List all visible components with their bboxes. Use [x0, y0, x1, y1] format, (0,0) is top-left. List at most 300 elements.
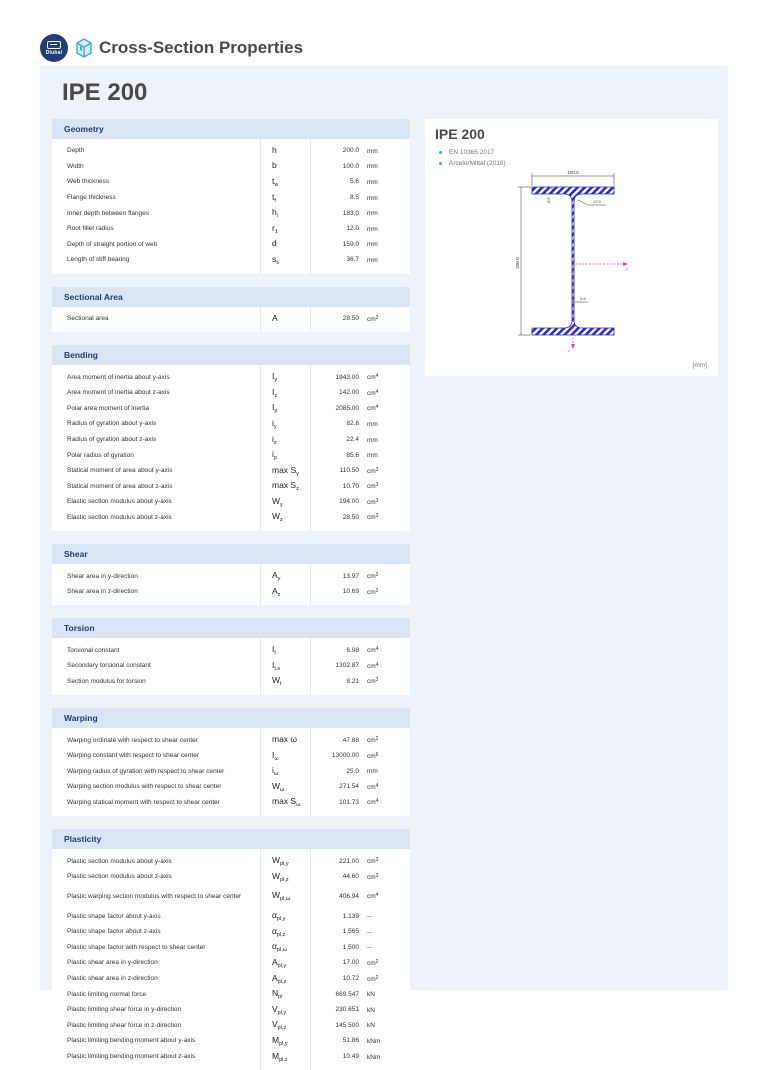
property-symbol [260, 434, 310, 446]
property-symbol [260, 957, 310, 969]
property-unit [359, 892, 409, 900]
symbol-main: I [272, 386, 275, 397]
symbol-main: t [272, 191, 275, 202]
property-unit [359, 873, 409, 881]
symbol-main: h [272, 207, 277, 218]
unit-main: cm [367, 678, 376, 686]
table-row [52, 447, 410, 463]
property-unit [359, 677, 409, 685]
table-row [52, 674, 410, 690]
table-row [52, 237, 410, 253]
table-row [52, 1002, 410, 1018]
property-symbol [260, 941, 310, 953]
property-symbol [260, 586, 310, 598]
property-value: 159.0 [342, 240, 359, 248]
unit-main: cm [367, 662, 376, 670]
property-symbol [260, 973, 310, 985]
property-unit [359, 420, 409, 428]
unit-exponent: 2 [375, 736, 379, 743]
property-value: 5.6 [349, 178, 359, 186]
unit-main: mm [367, 163, 378, 171]
unit-main: cm [367, 573, 376, 581]
section-rows [52, 638, 410, 695]
section-header: Sectional Area [52, 287, 410, 307]
table-row [52, 853, 410, 869]
property-value: 51.86 [342, 1037, 359, 1045]
section-gap [52, 332, 410, 345]
property-unit [359, 975, 409, 983]
table-row [52, 174, 410, 190]
section-header: Bending [52, 345, 410, 365]
property-description: Radius of gyration about z-axis [67, 436, 157, 444]
property-description: Polar radius of gyration [67, 451, 134, 459]
property-symbol [260, 660, 310, 672]
unit-main: mm [367, 178, 378, 186]
property-unit [359, 498, 409, 506]
property-value: 100.0 [342, 162, 359, 170]
property-value: 1.139 [342, 912, 359, 920]
symbol-main: A [272, 312, 278, 323]
symbol-subscript: w [274, 181, 279, 188]
property-description: Width [67, 162, 84, 170]
table-row [52, 510, 410, 526]
section-header: Plasticity [52, 829, 410, 849]
property-description: Depth of straight portion of web [67, 240, 158, 248]
unit-main: cm [367, 737, 376, 745]
property-value: 10.69 [342, 588, 359, 596]
symbol-subscript: p [273, 455, 277, 462]
symbol-main: A [272, 956, 278, 967]
property-description: Flange thickness [67, 194, 116, 202]
unit-main: -- [367, 928, 372, 936]
property-unit [359, 752, 409, 760]
logo-mark-icon [47, 41, 61, 49]
property-symbol [260, 1035, 310, 1047]
table-row [52, 369, 410, 385]
property-description: Warping section modulus with respect to shear center [67, 783, 222, 791]
section-gap [52, 531, 410, 544]
property-description: Polar area moment of inertia [67, 404, 150, 412]
symbol-main: i [272, 449, 274, 460]
symbol-main: h [272, 144, 277, 155]
table-row [52, 908, 410, 924]
property-value: 200.0 [342, 147, 359, 155]
symbol-main: I [272, 749, 275, 760]
property-symbol [260, 644, 310, 656]
cross-section-box-icon [74, 37, 94, 59]
table-row [52, 1018, 410, 1034]
property-unit [359, 147, 409, 155]
table-row [52, 869, 410, 885]
cross-section-drawing [425, 119, 718, 376]
property-symbol [260, 387, 310, 399]
property-symbol [260, 496, 310, 508]
property-unit [359, 572, 409, 580]
unit-exponent: 4 [375, 661, 379, 668]
symbol-subscript: pl [278, 994, 283, 1001]
property-value: 25.0 [346, 767, 359, 775]
property-symbol [260, 418, 310, 430]
unit-main: -- [367, 913, 372, 921]
unit-main: cm [367, 405, 376, 413]
symbol-subscript: z [277, 591, 281, 598]
property-symbol [260, 465, 310, 477]
symbol-subscript: ω [273, 771, 279, 778]
unit-main: cm [367, 498, 376, 506]
unit-main: mm [367, 452, 378, 460]
unit-exponent: 3 [375, 513, 379, 520]
property-symbol [260, 402, 310, 414]
property-value: 221.00 [339, 857, 359, 865]
symbol-subscript: z [274, 392, 278, 399]
property-value: 28.50 [342, 513, 359, 521]
property-value: 1.565 [342, 928, 359, 936]
section-rows [52, 307, 410, 333]
unit-exponent: 2 [375, 974, 379, 981]
unit-main: cm [367, 588, 376, 596]
property-unit [359, 959, 409, 967]
app-title: Cross-Section Properties [99, 38, 304, 57]
property-unit [359, 178, 409, 186]
symbol-main: I [272, 371, 275, 382]
symbol-subscript: f [274, 197, 276, 204]
property-symbol [260, 1004, 310, 1016]
symbol-subscript: ω [296, 802, 301, 809]
page-header [40, 32, 303, 64]
property-value: 85.6 [346, 451, 359, 459]
unit-main: cm [367, 514, 376, 522]
property-description: Elastic section modulus about y-axis [67, 498, 172, 506]
table-row [52, 732, 410, 748]
unit-main: mm [367, 256, 378, 264]
property-unit [359, 194, 409, 202]
property-unit [359, 798, 409, 806]
property-symbol [260, 192, 310, 204]
symbol-main: W [272, 890, 281, 901]
property-description: Sectional area [67, 315, 109, 323]
unit-main: cm [367, 315, 376, 323]
property-symbol [260, 750, 310, 762]
property-description: Plastic section modulus about z-axis [67, 873, 172, 881]
symbol-subscript: pl,y [277, 1009, 287, 1016]
property-symbol [260, 223, 310, 235]
symbol-subscript: 1 [274, 228, 278, 235]
property-unit [359, 240, 409, 248]
symbol-subscript: pl,y [280, 861, 289, 868]
symbol-subscript: s [276, 259, 279, 266]
symbol-main: W [272, 870, 281, 881]
symbol-subscript: pl,y [279, 1040, 288, 1047]
property-description: Area moment of inertia about z-axis [67, 389, 170, 397]
symbol-subscript: ω [280, 786, 285, 793]
section-rows [52, 849, 410, 1070]
symbol-subscript: pl,z [279, 1056, 288, 1063]
table-row [52, 884, 410, 908]
property-description: Plastic shear area in z-direction [67, 975, 158, 983]
table-row [52, 1033, 410, 1049]
property-unit [359, 912, 409, 920]
unit-exponent: 4 [375, 892, 379, 899]
unit-main: cm [367, 752, 376, 760]
table-row [52, 584, 410, 600]
property-symbol [260, 238, 310, 250]
property-description: Plastic section modulus about y-axis [67, 857, 172, 865]
property-value: 82.6 [346, 420, 359, 428]
section-gap [52, 605, 410, 618]
symbol-main: t [272, 175, 275, 186]
property-description: Plastic limiting shear force in z-direction [67, 1021, 182, 1029]
property-symbol [260, 871, 310, 883]
unit-main: mm [367, 194, 378, 202]
y-axis-label: y [626, 266, 628, 271]
property-symbol [260, 988, 310, 1000]
unit-main: kN [367, 991, 375, 999]
section-gap [52, 274, 410, 287]
property-description: Plastic shape factor about z-axis [67, 928, 161, 936]
symbol-subscript: z [273, 439, 277, 446]
table-row [52, 924, 410, 940]
table-row [52, 479, 410, 495]
symbol-subscript: pl,ω [280, 896, 291, 903]
property-unit [359, 928, 409, 936]
unit-exponent: 4 [375, 404, 379, 411]
symbol-subscript: t [274, 650, 276, 657]
property-unit [359, 1037, 409, 1045]
symbol-subscript: z [296, 486, 299, 493]
property-symbol [260, 480, 310, 492]
symbol-subscript: pl,y [277, 962, 287, 969]
unit-main: mm [367, 436, 378, 444]
symbol-main: V [272, 1003, 278, 1014]
symbol-main: A [272, 585, 278, 596]
info-title: IPE 200 [435, 126, 485, 142]
property-symbol [260, 781, 310, 793]
unit-exponent: 2 [375, 958, 379, 965]
section-info-card [425, 119, 718, 376]
unit-exponent: 2 [375, 572, 379, 579]
unit-exponent: 3 [375, 497, 379, 504]
symbol-main: A [272, 570, 278, 581]
property-value: 2085.00 [335, 404, 359, 412]
property-description: Torsional constant [67, 646, 120, 654]
property-description: Plastic limiting shear force in y-direction [67, 1006, 182, 1014]
table-row [52, 401, 410, 417]
table-row [52, 642, 410, 658]
property-unit [359, 256, 409, 264]
property-symbol [260, 796, 310, 808]
symbol-subscript: pl,z [280, 876, 289, 883]
table-row [52, 494, 410, 510]
table-row [52, 221, 410, 237]
flange-thickness-label: 8.5 [546, 197, 551, 203]
property-symbol [260, 570, 310, 582]
property-symbol [260, 926, 310, 938]
i-profile-shape [532, 187, 614, 335]
property-description: Inner depth between flanges [67, 209, 150, 217]
property-unit [359, 943, 409, 951]
property-value: 13000.00 [331, 752, 359, 760]
property-description: Warping statical moment with respect to shear center [67, 798, 220, 806]
section-rows [52, 728, 410, 816]
property-value: 1.500 [342, 943, 359, 951]
table-row [52, 311, 410, 327]
table-row [52, 955, 410, 971]
unit-exponent: 2 [375, 587, 379, 594]
property-symbol [260, 371, 310, 383]
property-unit [359, 436, 409, 444]
property-description: Statical moment of area about y-axis [67, 467, 173, 475]
property-unit [359, 162, 409, 170]
unit-exponent: 3 [375, 872, 379, 879]
symbol-main: V [272, 1019, 278, 1030]
unit-exponent: 4 [375, 798, 379, 805]
symbol-main: M [272, 1050, 280, 1061]
property-description: Plastic limiting bending moment about z-axis [67, 1053, 196, 1061]
property-unit [359, 1053, 409, 1061]
symbol-subscript: p [274, 408, 278, 415]
unit-main: cm [367, 467, 376, 475]
unit-exponent: 2 [375, 314, 379, 321]
property-value: 47.88 [342, 736, 359, 744]
unit-main: cm [367, 374, 376, 382]
unit-exponent: 3 [375, 482, 379, 489]
properties-table [52, 119, 410, 1070]
property-description: Plastic warping section modulus with respect to shear center [67, 892, 242, 900]
unit-main: cm [367, 893, 376, 901]
unit-main: kN [367, 1022, 375, 1030]
root-radius-label: 12.0 [593, 199, 601, 204]
property-description: Root fillet radius [67, 225, 114, 233]
property-description: Shear area in y-direction [67, 572, 138, 580]
property-unit [359, 373, 409, 381]
property-description: Web thickness [67, 178, 110, 186]
unit-main: cm [367, 799, 376, 807]
property-value: 142.00 [339, 389, 359, 397]
unit-main: cm [367, 389, 376, 397]
unit-main: kNm [367, 1037, 381, 1045]
logo-text: Dlubal [45, 49, 63, 56]
unit-main: -- [367, 944, 372, 952]
property-value: 230.651 [335, 1006, 359, 1014]
norm-item: EN 10365:2017 [439, 147, 506, 158]
symbol-main: A [272, 972, 278, 983]
property-description: Plastic limiting bending moment about y-axis [67, 1037, 196, 1045]
unit-exponent: 3 [375, 677, 379, 684]
property-description: Plastic shape factor about y-axis [67, 912, 161, 920]
property-description: Plastic limiting normal force [67, 990, 147, 998]
symbol-subscript: i [276, 213, 278, 220]
symbol-main: max S [272, 464, 297, 475]
property-symbol [260, 160, 310, 172]
symbol-main: α [272, 941, 277, 952]
property-unit [359, 1021, 409, 1029]
symbol-main: b [272, 160, 277, 171]
symbol-subscript: t,s [274, 665, 281, 672]
unit-main: cm [367, 959, 376, 967]
unit-main: cm [367, 858, 376, 866]
symbol-main: r [272, 222, 275, 233]
property-symbol [260, 176, 310, 188]
table-row [52, 416, 410, 432]
property-description: Plastic shear area in y-direction [67, 959, 158, 967]
property-description: Shear area in z-direction [67, 588, 138, 596]
property-symbol [260, 1019, 310, 1031]
property-description: Warping constant with respect to shear center [67, 752, 199, 760]
property-symbol [260, 734, 310, 746]
symbol-main: W [272, 495, 281, 506]
property-value: 1302.87 [335, 662, 359, 670]
unit-main: cm [367, 783, 376, 791]
main-panel [40, 66, 728, 1063]
unit-main: mm [367, 241, 378, 249]
z-axis-arrow-icon [571, 344, 575, 349]
property-unit [359, 209, 409, 217]
table-row [52, 159, 410, 175]
symbol-subscript: pl,y [276, 916, 286, 923]
property-description: Elastic section modulus about z-axis [67, 513, 172, 521]
property-description: Length of stiff bearing [67, 256, 130, 264]
property-value: 10.70 [342, 482, 359, 490]
symbol-main: max ω [272, 734, 298, 745]
property-symbol [260, 1051, 310, 1063]
property-value: 6.98 [346, 646, 359, 654]
unit-main: cm [367, 873, 376, 881]
property-unit [359, 767, 409, 775]
property-unit [359, 646, 409, 654]
dlubal-logo [40, 34, 68, 62]
symbol-main: max S [272, 796, 297, 807]
z-axis-label: z [568, 348, 570, 353]
unit-exponent: 6 [375, 751, 379, 758]
unit-main: cm [367, 975, 376, 983]
property-unit [359, 990, 409, 998]
property-value: 28.50 [342, 315, 359, 323]
property-description: Depth [67, 147, 85, 155]
unit-main: mm [367, 225, 378, 233]
property-unit [359, 404, 409, 412]
property-unit [359, 482, 409, 490]
symbol-main: i [272, 433, 274, 444]
property-value: 10.72 [342, 975, 359, 983]
symbol-subscript: z [280, 517, 283, 524]
property-unit [359, 588, 409, 596]
section-rows [52, 564, 410, 605]
unit-main: cm [367, 483, 376, 491]
property-description: Area moment of inertia about y-axis [67, 373, 170, 381]
unit-exponent: 3 [375, 857, 379, 864]
property-symbol [260, 511, 310, 523]
table-row [52, 568, 410, 584]
property-unit [359, 513, 409, 521]
property-value: 8.21 [346, 677, 359, 685]
property-symbol [260, 145, 310, 157]
unit-exponent: 4 [375, 388, 379, 395]
symbol-main: s [272, 253, 277, 264]
symbol-subscript: pl,ω [276, 947, 288, 954]
property-symbol [260, 910, 310, 922]
property-symbol [260, 890, 310, 902]
property-symbol [260, 855, 310, 867]
property-unit [359, 389, 409, 397]
symbol-main: α [272, 925, 277, 936]
symbol-subscript: y [296, 470, 299, 477]
table-row [52, 986, 410, 1002]
property-unit [359, 451, 409, 459]
property-value: 10.49 [342, 1053, 359, 1061]
symbol-main: d [272, 238, 277, 249]
table-row [52, 463, 410, 479]
property-description: Warping radius of gyration with respect to shear center [67, 767, 225, 775]
